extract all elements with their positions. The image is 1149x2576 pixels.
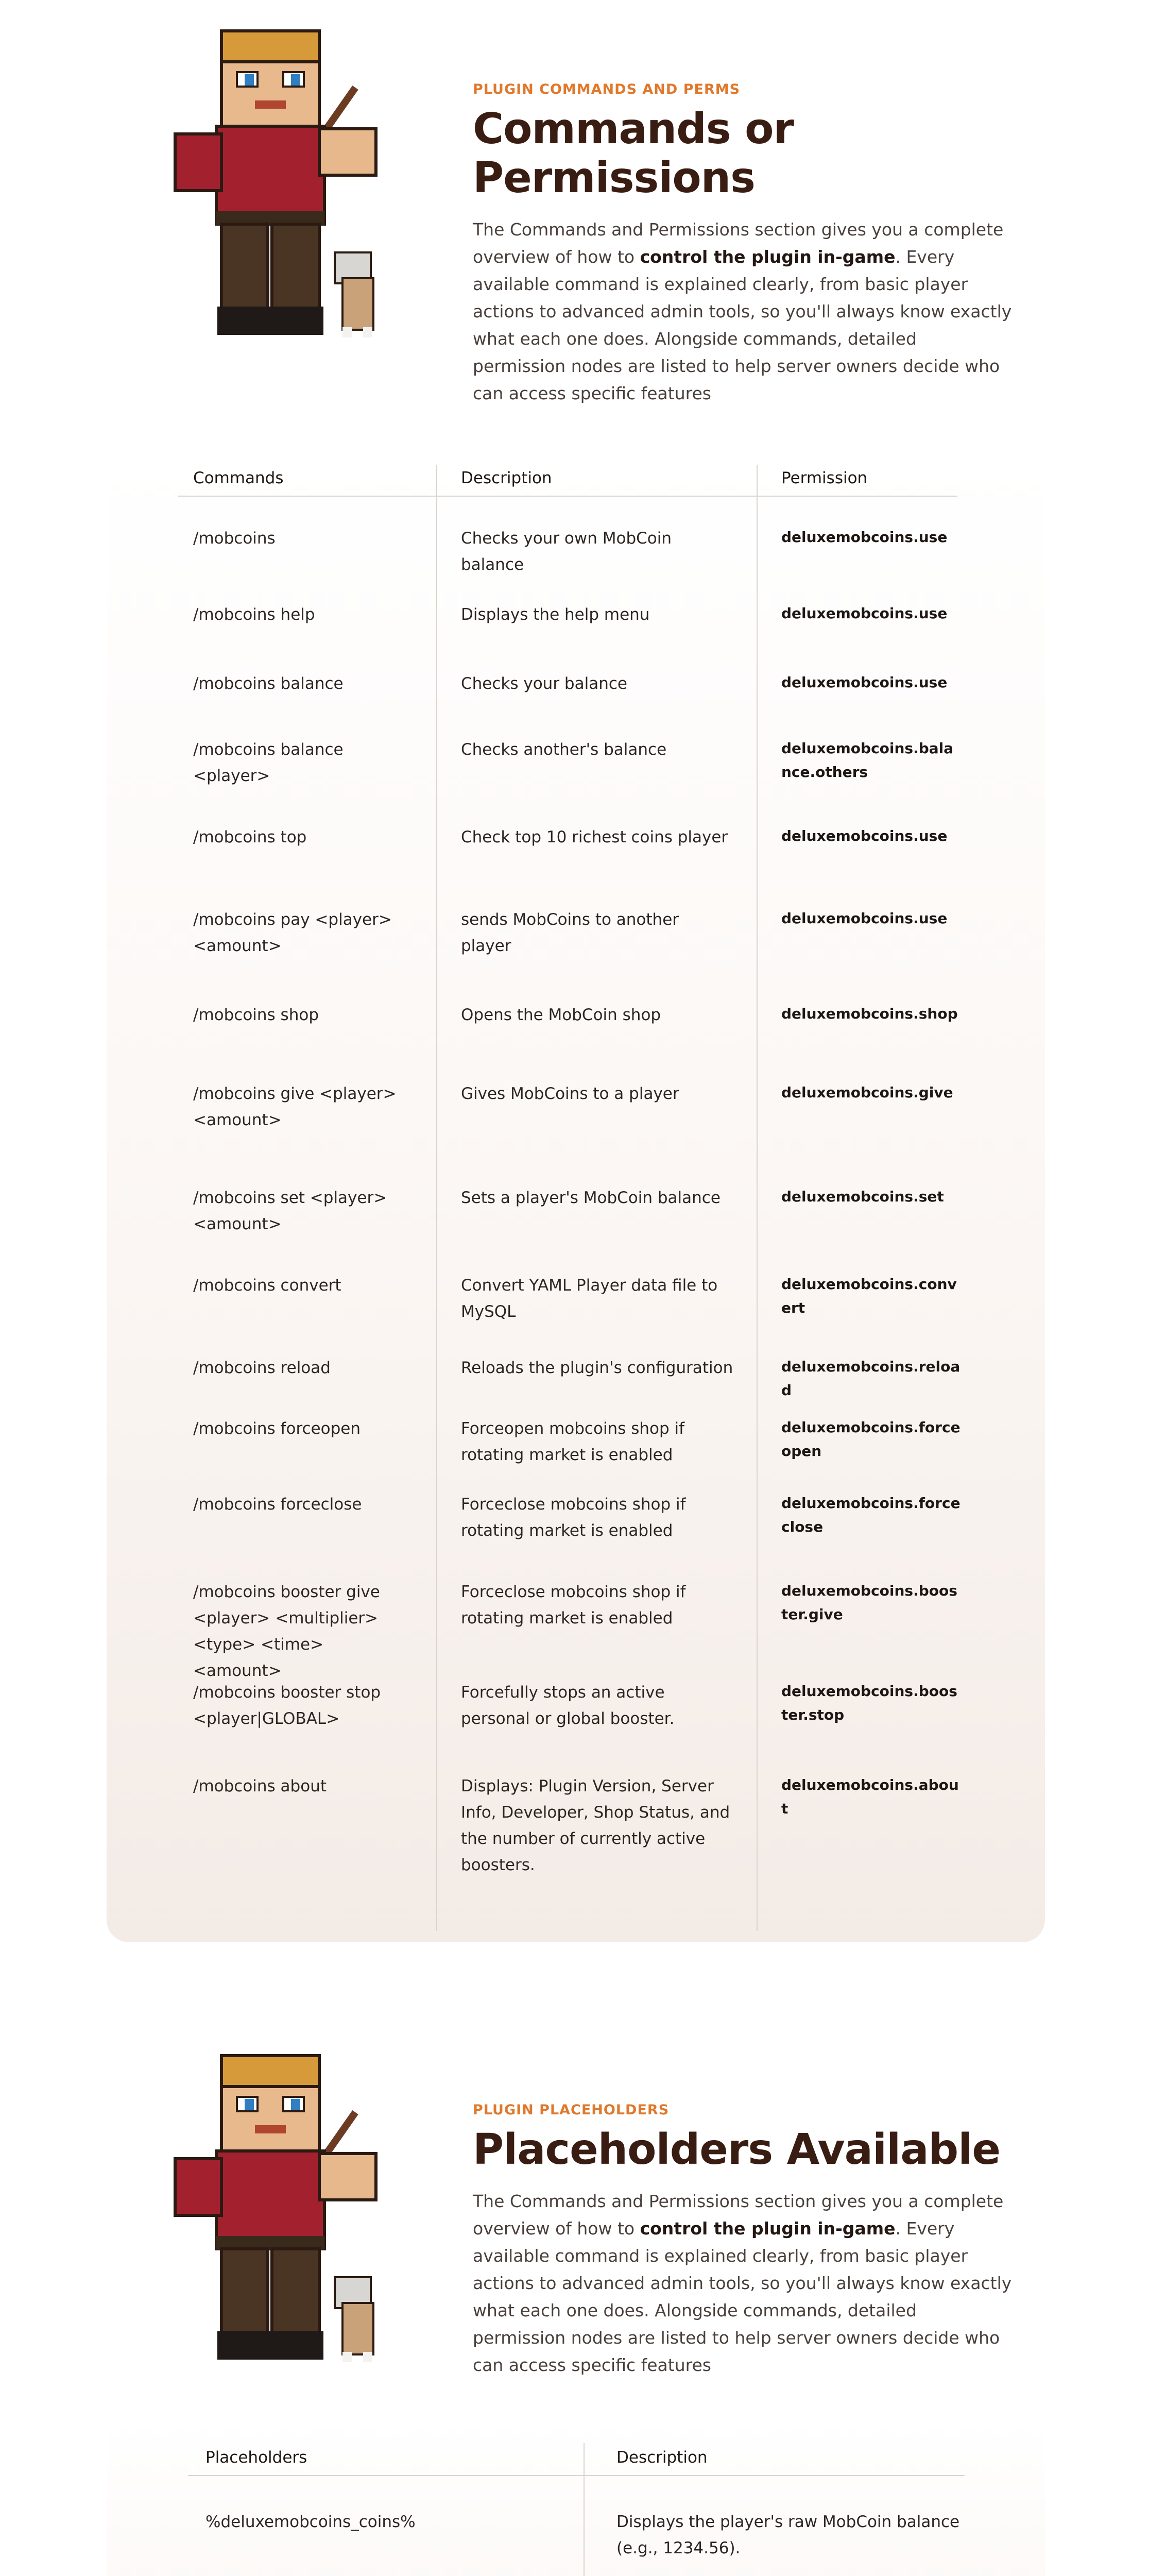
description-cell: Forceclose mobcoins shop if rotating market is enabled — [461, 1495, 686, 1540]
description-cell: Reloads the plugin's configuration — [461, 1359, 733, 1377]
commands-table-panel — [107, 453, 1045, 1942]
column-header-description: Description — [616, 2448, 708, 2467]
command-cell: /mobcoins shop — [193, 1006, 319, 1024]
permission-cell: deluxemobcoins.shop — [781, 1005, 958, 1022]
column-header-description: Description — [461, 469, 552, 487]
command-cell: /mobcoins — [193, 529, 276, 548]
column-divider-2 — [757, 465, 758, 1931]
command-cell: /mobcoins pay <player> <amount> — [193, 910, 392, 955]
command-cell: /mobcoins set <player> <amount> — [193, 1189, 387, 1233]
command-cell: /mobcoins about — [193, 1777, 327, 1795]
permission-cell: deluxemobcoins.forceclose — [781, 1495, 961, 1535]
command-cell: /mobcoins forceclose — [193, 1495, 362, 1514]
section-eyebrow: PLUGIN COMMANDS AND PERMS — [473, 81, 741, 97]
description-cell: Displays: Plugin Version, Server Info, Developer, Shop Status, and the number of currently active boosters. — [461, 1777, 730, 1874]
section-title: Placeholders Available — [473, 2125, 1000, 2174]
description-cell: Checks your own MobCoin balance — [461, 529, 672, 574]
section-description: The Commands and Permissions section gives you a complete overview of how to control the plugin in-game. Every available command is explained clearly, from basic player actions to advanced admin tools, so you'll always know exactly what each one does. Alongside commands, detailed permission nodes are listed to help server owners decide who can access specific features — [473, 219, 1012, 403]
description-cell: Convert YAML Player data file to MySQL — [461, 1276, 718, 1321]
column-header-placeholders: Placeholders — [205, 2448, 307, 2467]
permission-cell: deluxemobcoins.use — [781, 529, 948, 546]
section-eyebrow: PLUGIN PLACEHOLDERS — [473, 2102, 670, 2118]
permission-cell: deluxemobcoins.use — [781, 910, 948, 927]
description-cell: Gives MobCoins to a player — [461, 1084, 679, 1103]
description-cell: Check top 10 richest coins player — [461, 828, 728, 846]
permission-cell: deluxemobcoins.forceopen — [781, 1419, 961, 1460]
section-title: Commands or Permissions — [473, 105, 794, 202]
description-cell: Opens the MobCoin shop — [461, 1006, 661, 1024]
permission-cell: deluxemobcoins.booster.stop — [781, 1683, 957, 1723]
placeholder-cell: %deluxemobcoins_coins% — [205, 2513, 416, 2531]
command-cell: /mobcoins forceopen — [193, 1419, 361, 1438]
permission-cell: deluxemobcoins.balance.others — [781, 740, 954, 781]
description-cell: sends MobCoins to another player — [461, 910, 679, 955]
command-cell: /mobcoins convert — [193, 1276, 341, 1295]
commands-intro-text — [473, 81, 1014, 407]
description-cell: Displays the help menu — [461, 605, 650, 624]
column-divider — [584, 2443, 585, 2576]
command-cell: /mobcoins give <player> <amount> — [193, 1084, 397, 1129]
minecraft-character-with-cat-icon — [155, 2045, 433, 2375]
placeholders-intro-text — [473, 2102, 1014, 2379]
command-cell: /mobcoins top — [193, 828, 307, 846]
description-cell: Forceclose mobcoins shop if rotating market is enabled — [461, 1583, 686, 1628]
column-header-permission: Permission — [781, 469, 868, 487]
permission-cell: deluxemobcoins.convert — [781, 1276, 957, 1316]
description-cell: Forceopen mobcoins shop if rotating market is enabled — [461, 1419, 685, 1464]
command-cell: /mobcoins booster give <player> <multiplier> <type> <time> <amount> — [193, 1583, 380, 1680]
description-cell: Sets a player's MobCoin balance — [461, 1189, 721, 1207]
command-cell: /mobcoins reload — [193, 1359, 331, 1377]
command-cell: /mobcoins balance — [193, 674, 344, 693]
description-cell: Forcefully stops an active personal or global booster. — [461, 1683, 675, 1728]
permission-cell: deluxemobcoins.use — [781, 827, 948, 844]
header-divider — [188, 2475, 965, 2476]
permission-cell: deluxemobcoins.use — [781, 605, 948, 622]
permission-cell: deluxemobcoins.reload — [781, 1358, 961, 1399]
command-cell: /mobcoins balance <player> — [193, 740, 344, 785]
minecraft-character-with-cat-icon — [155, 21, 433, 350]
column-divider-1 — [436, 465, 437, 1931]
placeholders-intro-section — [0, 2025, 1149, 2385]
permission-cell: deluxemobcoins.about — [781, 1776, 959, 1817]
header-divider — [178, 496, 957, 497]
description-cell: Checks another's balance — [461, 740, 667, 759]
placeholder-description-cell: Displays the player's raw MobCoin balance (e.g., 1234.56). — [616, 2513, 960, 2557]
description-cell: Checks your balance — [461, 674, 627, 693]
permission-cell: deluxemobcoins.give — [781, 1084, 953, 1101]
permission-cell: deluxemobcoins.set — [781, 1188, 944, 1205]
command-cell: /mobcoins help — [193, 605, 315, 624]
permission-cell: deluxemobcoins.use — [781, 674, 948, 691]
permission-cell: deluxemobcoins.booster.give — [781, 1582, 957, 1623]
placeholders-table-panel — [107, 2421, 1045, 2576]
commands-intro-section — [0, 0, 1149, 403]
section-description: The Commands and Permissions section gives you a complete overview of how to control the plugin in-game. Every available command is explained clearly, from basic player actions to advanced admin tools, so you'll always know exactly what each one does. Alongside commands, detailed permission nodes are listed to help server owners decide who can access specific features — [473, 2191, 1012, 2375]
column-header-commands: Commands — [193, 469, 284, 487]
command-cell: /mobcoins booster stop <player|GLOBAL> — [193, 1683, 381, 1728]
